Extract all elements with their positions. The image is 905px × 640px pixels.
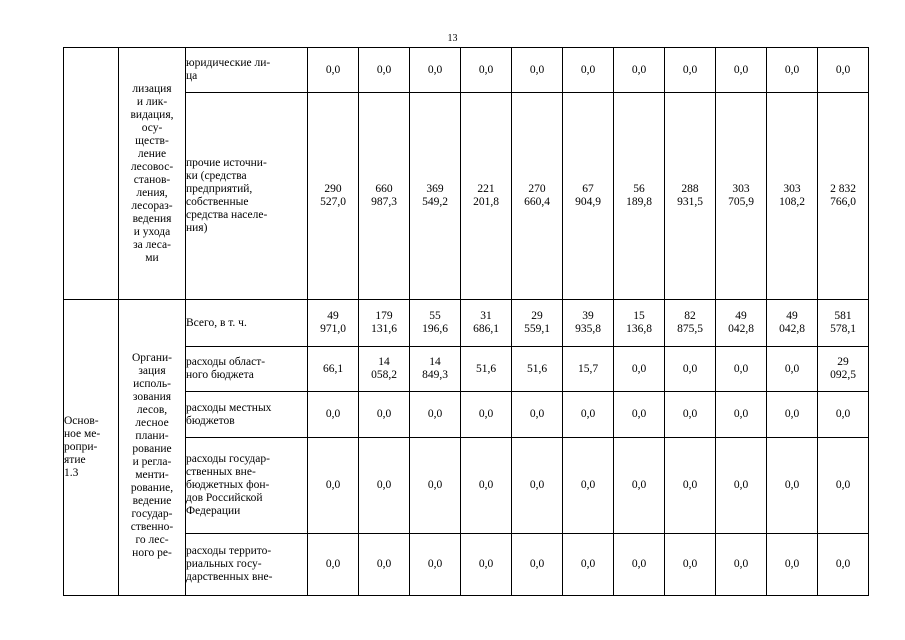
value-cell: 0,0: [665, 438, 716, 534]
value-cell: 0,0: [410, 438, 461, 534]
activity-cell: Основ- ное ме- ропри- ятие 1.3: [64, 300, 119, 596]
value-cell: 0,0: [308, 392, 359, 438]
value-cell: 39 935,8: [563, 300, 614, 347]
value-cell: 31 686,1: [461, 300, 512, 347]
value-cell: 0,0: [563, 438, 614, 534]
value-cell: 0,0: [512, 534, 563, 596]
value-cell: 0,0: [716, 48, 767, 93]
value-cell: 0,0: [767, 392, 818, 438]
value-cell: 0,0: [716, 534, 767, 596]
value-cell: 51,6: [512, 347, 563, 392]
value-cell: 0,0: [308, 48, 359, 93]
value-cell: 0,0: [665, 48, 716, 93]
row-label: расходы государ- ственных вне- бюджетных фон- дов Российской Федерации: [186, 438, 308, 534]
value-cell: 0,0: [818, 438, 869, 534]
value-cell: 0,0: [461, 438, 512, 534]
table-row: [64, 48, 869, 93]
value-cell: 0,0: [308, 534, 359, 596]
value-cell: 0,0: [461, 48, 512, 93]
value-cell: 0,0: [563, 392, 614, 438]
value-cell: 179 131,6: [359, 300, 410, 347]
row-label: Всего, в т. ч.: [186, 300, 308, 347]
value-cell: 67 904,9: [563, 93, 614, 300]
value-cell: 51,6: [461, 347, 512, 392]
value-cell: 270 660,4: [512, 93, 563, 300]
value-cell: 0,0: [308, 438, 359, 534]
value-cell: 49 042,8: [767, 300, 818, 347]
value-cell: 0,0: [767, 438, 818, 534]
value-cell: 0,0: [512, 392, 563, 438]
value-cell: 66,1: [308, 347, 359, 392]
value-cell: 290 527,0: [308, 93, 359, 300]
value-cell: 303 705,9: [716, 93, 767, 300]
value-cell: 29 559,1: [512, 300, 563, 347]
value-cell: 221 201,8: [461, 93, 512, 300]
value-cell: 660 987,3: [359, 93, 410, 300]
value-cell: 369 549,2: [410, 93, 461, 300]
value-cell: 0,0: [716, 392, 767, 438]
value-cell: 0,0: [665, 392, 716, 438]
value-cell: 0,0: [665, 534, 716, 596]
value-cell: 0,0: [614, 438, 665, 534]
value-cell: 581 578,1: [818, 300, 869, 347]
value-cell: 0,0: [767, 48, 818, 93]
value-cell: 0,0: [563, 534, 614, 596]
value-cell: 288 931,5: [665, 93, 716, 300]
value-cell: 0,0: [818, 48, 869, 93]
row-label: расходы местных бюджетов: [186, 392, 308, 438]
value-cell: 0,0: [767, 534, 818, 596]
page-number: 13: [447, 33, 458, 44]
value-cell: 0,0: [614, 48, 665, 93]
value-cell: 56 189,8: [614, 93, 665, 300]
value-cell: 2 832 766,0: [818, 93, 869, 300]
value-cell: 15,7: [563, 347, 614, 392]
value-cell: 0,0: [818, 392, 869, 438]
value-cell: 0,0: [359, 438, 410, 534]
value-cell: 0,0: [716, 347, 767, 392]
value-cell: 0,0: [512, 438, 563, 534]
row-label: прочие источни- ки (средства предприятий, собственные средства населе- ния): [186, 93, 308, 300]
value-cell: 0,0: [512, 48, 563, 93]
value-cell: 0,0: [716, 438, 767, 534]
value-cell: 0,0: [461, 534, 512, 596]
value-cell: 0,0: [818, 534, 869, 596]
subactivity-cell: лизация и лик- видация, осу- ществ- ление лесовос- станов- ления, лесораз- ведения и ухода за леса- ми: [119, 48, 186, 300]
budget-table: [63, 47, 869, 596]
table-row: [64, 300, 869, 347]
value-cell: 0,0: [614, 392, 665, 438]
subactivity-cell: Органи- зация исполь- зования лесов, лесное плани- рование и регла- менти- рование, ведение государ- ственно- го лес- ного ре-: [119, 300, 186, 596]
value-cell: 0,0: [359, 534, 410, 596]
value-cell: 0,0: [410, 48, 461, 93]
value-cell: 82 875,5: [665, 300, 716, 347]
value-cell: 0,0: [767, 347, 818, 392]
value-cell: 0,0: [359, 48, 410, 93]
value-cell: 29 092,5: [818, 347, 869, 392]
value-cell: 15 136,8: [614, 300, 665, 347]
value-cell: 0,0: [614, 534, 665, 596]
value-cell: 49 042,8: [716, 300, 767, 347]
value-cell: 0,0: [563, 48, 614, 93]
value-cell: 303 108,2: [767, 93, 818, 300]
value-cell: 14 058,2: [359, 347, 410, 392]
value-cell: 14 849,3: [410, 347, 461, 392]
value-cell: 0,0: [359, 392, 410, 438]
activity-cell-empty: [64, 48, 119, 300]
row-label: расходы област- ного бюджета: [186, 347, 308, 392]
row-label: юридические ли- ца: [186, 48, 308, 93]
value-cell: 0,0: [410, 392, 461, 438]
value-cell: 0,0: [461, 392, 512, 438]
row-label: расходы террито- риальных госу- дарственных вне-: [186, 534, 308, 596]
value-cell: 49 971,0: [308, 300, 359, 347]
value-cell: 0,0: [410, 534, 461, 596]
value-cell: 0,0: [665, 347, 716, 392]
value-cell: 55 196,6: [410, 300, 461, 347]
value-cell: 0,0: [614, 347, 665, 392]
